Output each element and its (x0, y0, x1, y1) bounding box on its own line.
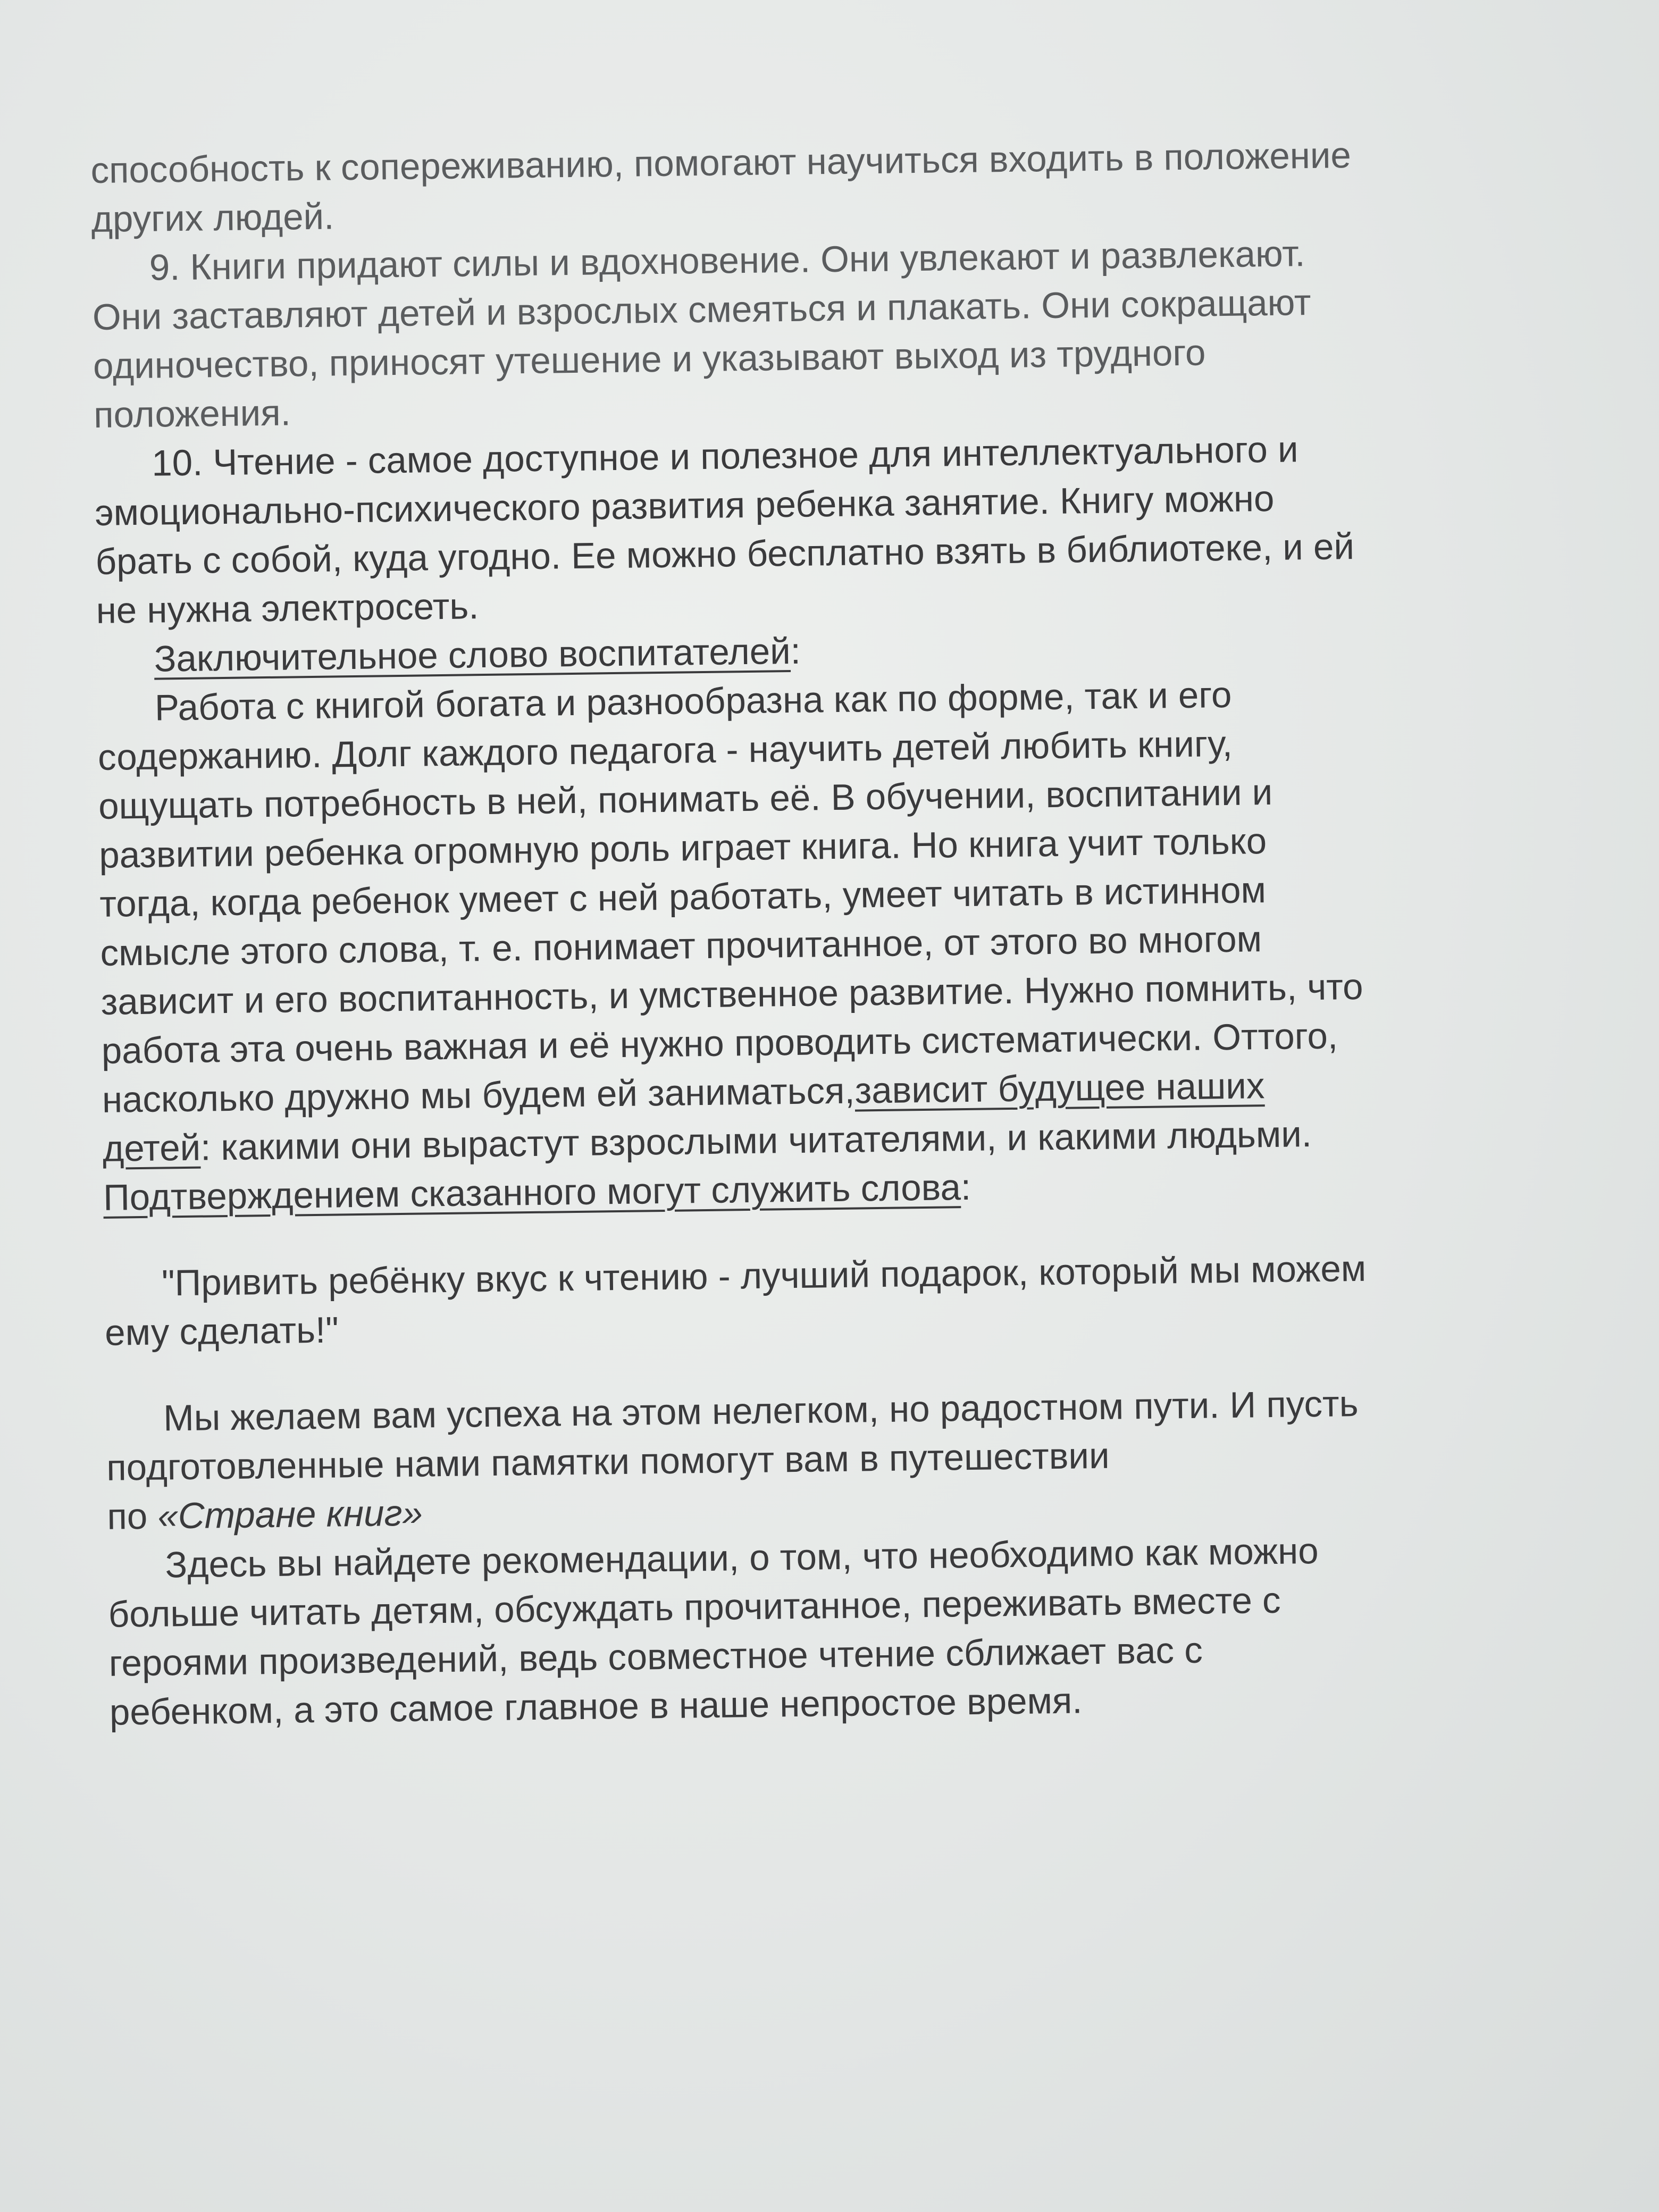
text-line: других людей. (91, 196, 334, 240)
text-line: героями произведений, ведь совместное чтение сближает вас с (108, 1629, 1203, 1684)
text-line: больше читать детям, обсуждать прочитанное, переживать вместе с (108, 1579, 1281, 1635)
quote: ему сделать!" (104, 1309, 339, 1353)
text-line: тогда, когда ребенок умеет с ней работать, умеет читать в истинном (99, 869, 1267, 925)
text-segment: : какими они вырастут взрослыми читателями, и какими людьми. (200, 1113, 1312, 1168)
text-line: зависит и его воспитанность, и умственное развитие. Нужно помнить, что (100, 966, 1363, 1023)
text-line: способность к сопереживанию, помогают научиться входить в положение (90, 135, 1352, 191)
underlined-segment: зависит будущее наших (854, 1065, 1265, 1111)
text-line: работа эта очень важная и её нужно проводить систематически. Оттого, (101, 1015, 1338, 1071)
text-line: одиночество, приносят утешение и указывают выход из трудного (93, 332, 1206, 387)
text-line: смысле этого слова, т. е. понимает прочитанное, от этого во многом (100, 918, 1262, 974)
text-line: ощущать потребность в ней, понимать её. В обучении, воспитании и (98, 771, 1273, 827)
text-line: подготовленные нами памятки помогут вам в путешествии (106, 1435, 1110, 1488)
document-text (90, 128, 1588, 1737)
text-segment: по (107, 1495, 158, 1537)
text-line: развитии ребенка огромную роль играет книга. Но книга учит только (98, 820, 1267, 876)
text-line: не нужна электросеть. (96, 585, 479, 631)
section-heading-text: Заключительное слово воспитателей (154, 630, 791, 680)
text-line: положения. (93, 392, 291, 435)
section-heading-colon: : (790, 630, 801, 672)
paragraph-start: Работа с книгой богата и разнообразна как по форме, так и его (154, 674, 1232, 728)
text-segment: насколько дружно мы будем ей заниматься, (102, 1070, 856, 1120)
underlined-segment: Подтверждением сказанного могут служить слова (103, 1167, 961, 1218)
italic-segment: «Стране книг» (157, 1492, 423, 1537)
text-line: ребенком, а это самое главное в наше непростое время. (109, 1680, 1083, 1733)
text-line: содержанию. Долг каждого педагога - научить детей любить книгу, (97, 723, 1233, 778)
text-line: эмоционально-психического развития ребенка занятие. Книгу можно (94, 477, 1275, 533)
text-line: Они заставляют детей и взрослых смеяться и плакать. Они сокращают (92, 281, 1311, 338)
list-item-10: 10. Чтение - самое доступное и полезное для интеллектуального и (151, 429, 1298, 484)
quote: "Привить ребёнку вкус к чтению - лучший подарок, который мы можем (161, 1247, 1367, 1304)
text-segment: : (960, 1166, 971, 1208)
underlined-segment: детей (102, 1127, 201, 1169)
list-item-9: 9. Книги придают силы и вдохновение. Они увлекают и развлекают. (149, 233, 1305, 288)
paragraph-start: Здесь вы найдете рекомендации, о том, что необходимо как можно (165, 1530, 1319, 1586)
text-line: брать с собой, куда угодно. Ее можно бесплатно взять в библиотеке, и ей (95, 526, 1355, 582)
paragraph-start: Мы желаем вам успеха на этом нелегком, но радостном пути. И пусть (163, 1383, 1359, 1439)
